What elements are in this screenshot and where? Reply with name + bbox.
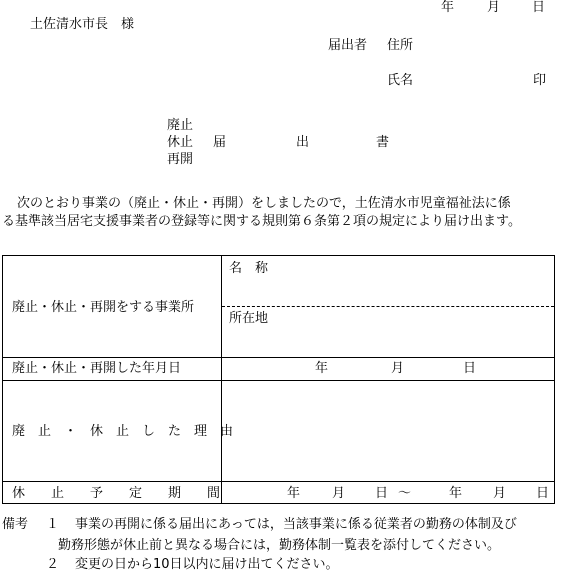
row2-label: 廃止・休止・再開した年月日	[12, 361, 182, 376]
row1-location-label: 所在地	[229, 311, 269, 326]
row4-year-start: 年	[287, 486, 301, 501]
name-label: 氏名	[387, 73, 414, 88]
row4-tilde: ～	[398, 486, 412, 501]
row4-month-end: 月	[493, 486, 507, 501]
title-option-resume: 再開	[167, 152, 194, 167]
row-divider-2	[3, 380, 554, 381]
note2-number: ２	[46, 557, 60, 572]
applicant-label: 届出者	[328, 38, 368, 53]
title-word-sho: 書	[376, 135, 390, 150]
date-day-label: 日	[532, 0, 546, 15]
row-divider-3	[3, 481, 554, 482]
seal-label: 印	[533, 73, 547, 88]
addressee: 土佐清水市長 様	[30, 17, 135, 32]
row3-label: 廃 止 ・ 休 止 し た 理 由	[12, 424, 234, 439]
body-line-1: 次のとおり事業の（廃止・休止・再開）をしましたので，土佐清水市児童福祉法に係	[17, 196, 511, 211]
row4-day-end: 日	[536, 486, 550, 501]
row1-name-label: 名 称	[229, 261, 269, 276]
address-label: 住所	[387, 38, 414, 53]
body-line-2: る基準該当居宅支援事業者の登録等に関する規則第６条第２項の規定により届け出ます。	[2, 214, 521, 229]
notification-table	[2, 255, 555, 504]
row4-year-end: 年	[449, 486, 463, 501]
date-year-label: 年	[441, 0, 455, 15]
date-month-label: 月	[487, 0, 501, 15]
notes-label: 備考	[2, 517, 29, 532]
row4-label: 休 止 予 定 期 間	[12, 486, 221, 501]
row2-day: 日	[463, 361, 477, 376]
title-word-todoke: 届	[213, 135, 227, 150]
title-option-abolish: 廃止	[167, 118, 194, 133]
dashed-divider	[222, 306, 554, 307]
row2-year: 年	[315, 361, 329, 376]
title-option-suspend: 休止	[167, 135, 194, 150]
note1-number: １	[46, 517, 60, 532]
row1-label: 廃止・休止・再開をする事業所	[12, 300, 195, 315]
row-divider-1	[3, 357, 554, 358]
note1-line-2: 勤務形態が休止前と異なる場合には，勤務体制一覧表を添付してください。	[58, 538, 501, 553]
note1-line-1: 事業の再開に係る届出にあっては，当該事業に係る従業者の勤務の体制及び	[75, 517, 517, 532]
row2-month: 月	[391, 361, 405, 376]
row4-month-start: 月	[332, 486, 346, 501]
row4-day-start: 日	[375, 486, 389, 501]
note2-text: 変更の日から10日以内に届け出てください。	[75, 557, 339, 572]
title-word-de: 出	[296, 135, 310, 150]
